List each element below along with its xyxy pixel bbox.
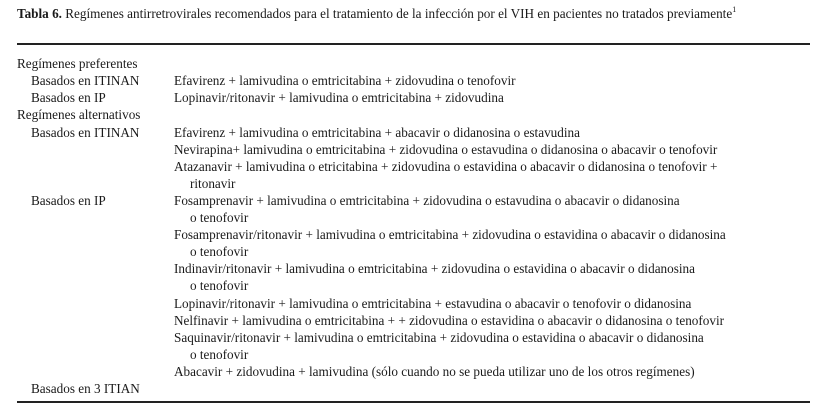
row-regimen-text: o tenofovir [190, 244, 249, 259]
row-regimen-text: o tenofovir [190, 278, 249, 293]
row-label: Basados en IP [31, 193, 106, 208]
row-regimen-text: Fosamprenavir/ritonavir + lamivudina o emtricitabina + zidovudina o estavidina o abacavir o didanosina [174, 227, 726, 242]
row-regimen-text: Nelfinavir + lamivudina o emtricitabina + + zidovudina o estavidina o abacavir o didanosina o tenofovir [174, 313, 725, 328]
table-caption [17, 6, 777, 22]
row-regimen-text: Fosamprenavir + lamivudina o emtricitabina + zidovudina o estavudina o abacavir o didanosina [174, 193, 680, 208]
bottom-rule [17, 401, 810, 403]
row-label: Basados en ITINAN [31, 125, 140, 140]
row-regimen-text: ritonavir [190, 176, 236, 191]
row-regimen-text: Nevirapina+ lamivudina o emtricitabina + zidovudina o estavudina o didanosina o abacavir o tenofovir [174, 142, 718, 157]
row-regimen-text: Lopinavir/ritonavir + lamivudina o emtricitabina + zidovudina [174, 90, 504, 105]
row-regimen-text: Saquinavir/ritonavir + lamivudina o emtricitabina + zidovudina o estavidina o abacavir o didanosina [174, 330, 704, 345]
caption-text: Regímenes antirretrovirales recomendados para el tratamiento de la infección por el VIH en pacientes no tratados previamente [61, 6, 733, 21]
row-regimen-text: Efavirenz + lamivudina o emtricitabina + abacavir o didanosina o estavudina [174, 125, 580, 140]
row-regimen-text: Atazanavir + lamivudina o etricitabina + zidovudina o estavidina o abacavir o didanosina o tenofovir + [174, 159, 718, 174]
row-regimen-text: Efavirenz + lamivudina o emtricitabina + zidovudina o tenofovir [174, 73, 516, 88]
row-label: Regímenes alternativos [17, 107, 141, 122]
row-label: Basados en 3 ITIAN [31, 381, 140, 396]
row-regimen-text: Indinavir/ritonavir + lamivudina o emtricitabina + zidovudina o estavidina o abacavir o didanosina [174, 261, 695, 276]
row-regimen-text: o tenofovir [190, 347, 249, 362]
row-regimen-text: Abacavir + zidovudina + lamivudina (sólo cuando no se pueda utilizar uno de los otros regímenes) [174, 364, 695, 379]
table-label: Tabla 6. [17, 6, 62, 21]
row-regimen-text: Lopinavir/ritonavir + lamivudina o emtricitabina + estavudina o abacavir o tenofovir o didanosina [174, 296, 692, 311]
top-rule [17, 43, 810, 45]
caption-footnote: 1 [732, 5, 737, 14]
row-label: Basados en IP [31, 90, 106, 105]
row-label: Basados en ITINAN [31, 73, 140, 88]
row-label: Regímenes preferentes [17, 56, 138, 71]
row-regimen-text: o tenofovir [190, 210, 249, 225]
